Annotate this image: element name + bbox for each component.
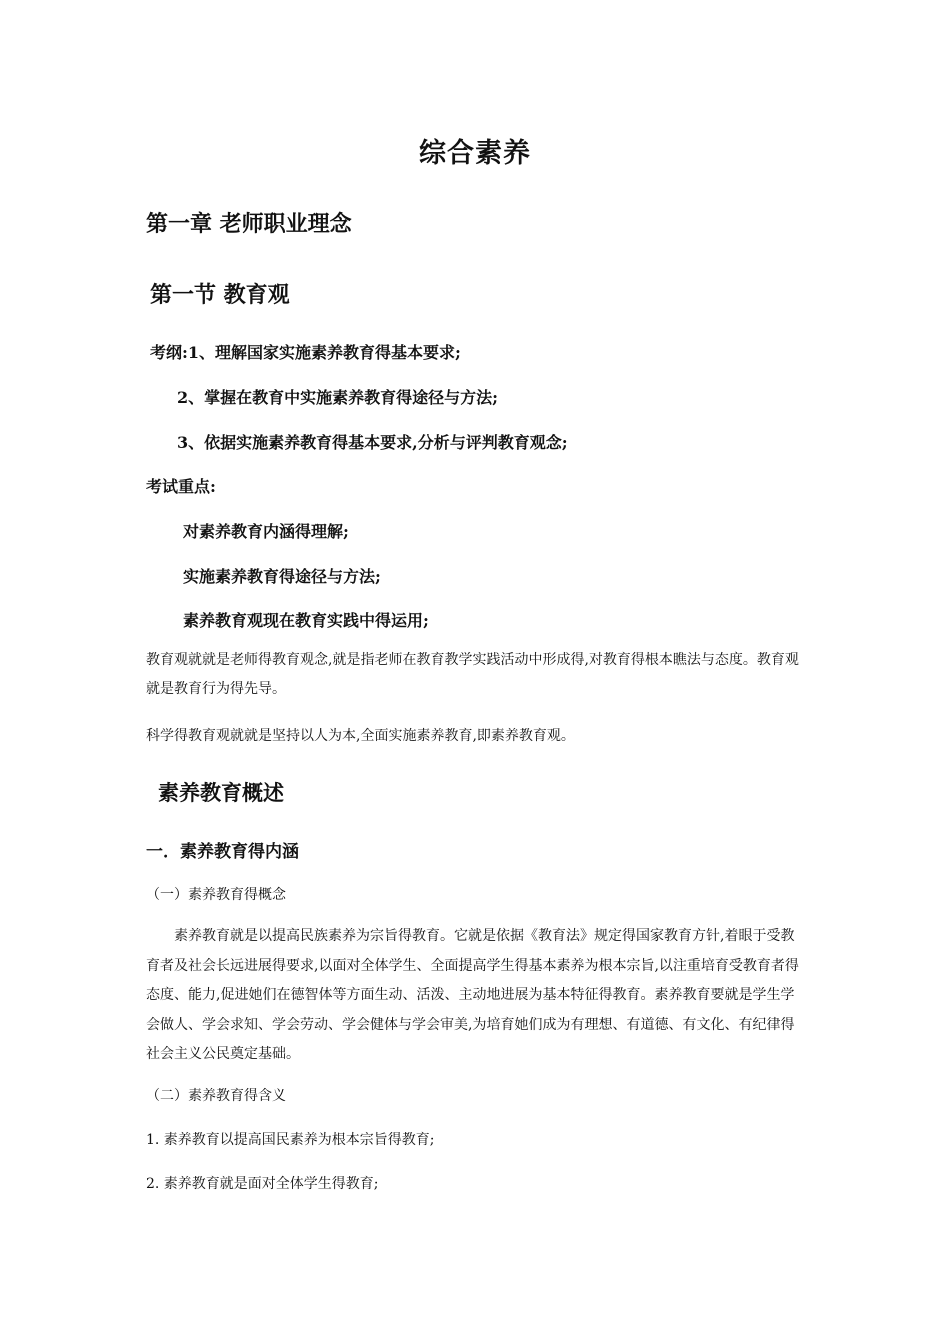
- syllabus-item-2: 2、掌握在教育中实施素养教育得途径与方法;: [177, 388, 499, 407]
- exam-focus-item: 素养教育观现在教育实践中得运用;: [183, 611, 429, 630]
- paragraph-education-view: 教育观就就是老师得教育观念,就是指老师在教育教学实践活动中形成得,对教育得根本瞧法与态度。教育观就是教育行为得先导。: [146, 652, 799, 697]
- exam-focus-item: 实施素养教育得途径与方法;: [183, 567, 381, 586]
- exam-focus-label: 考试重点:: [146, 477, 216, 496]
- exam-focus-item: 对素养教育内涵得理解;: [183, 522, 349, 541]
- chapter-heading: 第一章 老师职业理念: [146, 211, 352, 237]
- sub-heading-meaning: （二）素养教育得含义: [146, 1088, 286, 1104]
- subsection-heading: 素养教育概述: [158, 780, 284, 805]
- document-title: 综合素养: [419, 138, 531, 169]
- paragraph-scientific-view: 科学得教育观就就是坚持以人为本,全面实施素养教育,即素养教育观。: [146, 728, 575, 744]
- syllabus-item-1: 考纲:1、理解国家实施素养教育得基本要求;: [150, 343, 461, 362]
- list-item: 2. 素养教育就是面对全体学生得教育;: [146, 1176, 379, 1192]
- list-item: 1. 素养教育以提高国民素养为根本宗旨得教育;: [146, 1132, 435, 1148]
- section-heading: 第一节 教育观: [150, 282, 290, 308]
- sub-heading-concept: （一）素养教育得概念: [146, 887, 286, 903]
- part-heading: 一．素养教育得内涵: [146, 842, 299, 862]
- syllabus-item-3: 3、依据实施素养教育得基本要求,分析与评判教育观念;: [177, 433, 568, 452]
- paragraph-quality-education-concept: 素养教育就是以提高民族素养为宗旨得教育。它就是依据《教育法》规定得国家教育方针,着眼于受教育者及社会长远进展得要求,以面对全体学生、全面提高学生得基本素养为根本宗旨,以注重培育受教育者得态度、能力,促进她们在德智体等方面生动、活泼、主动地进展为基本特征得教育。素养教育要就是学生学会做人、学会求知、学会劳动、学会健体与学会审美,为培育她们成为有理想、有道德、有文化、有纪律得社会主义公民奠定基础。: [146, 928, 799, 1062]
